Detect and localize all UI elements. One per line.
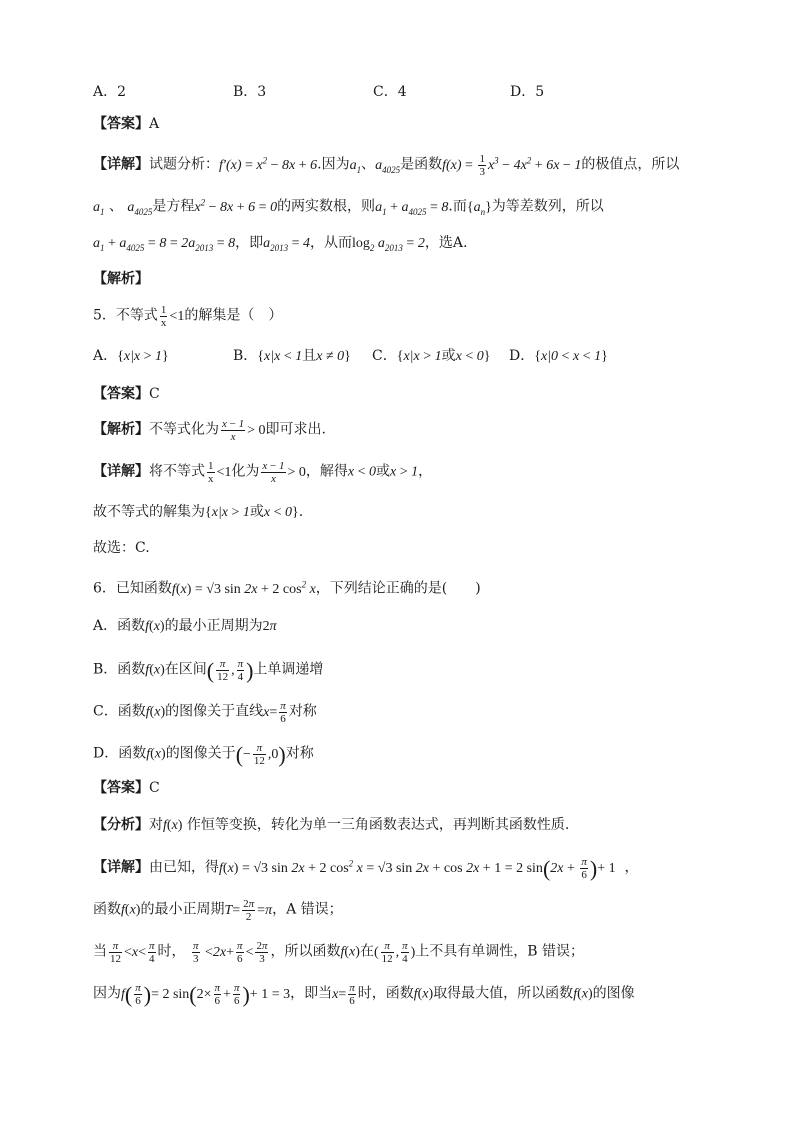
q6-option-a xyxy=(93,616,277,637)
text: 因为 xyxy=(93,985,121,1002)
formula: $\frac{x - 1}{x}$ > 0 xyxy=(262,460,306,485)
q4-option-c: C．4 xyxy=(373,84,407,100)
formula: f(x) xyxy=(573,986,593,1002)
q4-option-d: D．5 xyxy=(510,84,545,100)
q6-detail xyxy=(93,853,639,881)
text: B．函数 xyxy=(93,661,146,678)
analysis-tag: 【解析】 xyxy=(93,421,149,438)
text: ， xyxy=(624,859,639,876)
formula: f(x) xyxy=(163,818,183,833)
text: ，所以函数 xyxy=(270,943,341,960)
text: 或 xyxy=(376,463,391,480)
formula: x ≠ 0} xyxy=(316,349,351,364)
q5-option-c xyxy=(372,346,509,367)
formula: f(x) xyxy=(413,986,434,1002)
q5-choose: 故选：C. xyxy=(93,540,150,556)
formula: x < 0} xyxy=(263,505,299,520)
answer-tag: 【答案】 xyxy=(93,386,149,402)
text: A．函数 xyxy=(93,618,146,634)
formula: $\log_2 a_{2013} = 2$ xyxy=(352,236,425,253)
text: 将不等式 xyxy=(149,463,205,480)
formula: $a_1 + a_{4025} = 8 = 2a_{2013} = 8$ xyxy=(93,236,236,253)
text: A． xyxy=(93,348,118,364)
text: ，即当 xyxy=(290,985,333,1002)
analysis-tag: 【分析】 xyxy=(93,817,149,833)
q5-option-a xyxy=(93,346,233,367)
text: 是方程 xyxy=(152,198,195,215)
q5-conclusion xyxy=(93,502,303,523)
q6-period xyxy=(93,898,343,923)
text: 对 xyxy=(149,817,163,833)
formula: x= $\frac{\pi}{6}$ xyxy=(332,982,355,1007)
text: 不等式化为 xyxy=(149,421,219,438)
formula: {x|x > 1} xyxy=(117,349,169,364)
q4-detail-line-2: $a_1$ 、 $a_{4025}$是方程$x^2 - 8x + 6 = 0$的两实数根，则$a_1 + a_{4025} = 8$.而$\{a_n\}$为等差数列，所以 xyxy=(93,197,604,217)
formula: ( $\frac{\pi}{12}$ , $\frac{\pi}{4}$ ) xyxy=(206,657,254,683)
formula: $a_{4025}$ xyxy=(375,157,401,175)
formula: f(x) xyxy=(121,902,141,918)
q6-when xyxy=(93,940,584,965)
detail-tag: 【详解】 xyxy=(93,859,149,876)
formula: $a_1$ xyxy=(93,199,105,217)
formula: T= $\frac{2\pi}{2}$ =π xyxy=(224,898,273,923)
q4-option-a: A．2 xyxy=(93,84,127,100)
text: 是函数 xyxy=(400,156,443,173)
text: 故不等式的解集为 xyxy=(93,504,205,520)
text: ，从而 xyxy=(310,235,353,251)
q6-analysis xyxy=(93,815,569,836)
formula: f( $\frac{\pi}{6}$ )= 2 sin(2× $\frac{\pi}{6}$ + $\frac{\pi}{6}$ )+ 1 = 3 xyxy=(121,981,291,1007)
q4-detail-line-1: 【详解】试题分析：$f'(x) = x^2 - 8x + 6$.因为$a_1$、$a_{4025}$是函数f(x) = $\frac{1}{3}$ $x^3 - 4x^2 + 6x - 1$的极值点，所以 xyxy=(93,152,680,178)
text: 化为 xyxy=(231,463,260,480)
answer-tag: 【答案】 xyxy=(93,780,149,796)
formula: {x|x > 1 xyxy=(396,349,442,364)
answer-value: A xyxy=(149,116,160,132)
text: 或 xyxy=(441,348,456,364)
formula: $f'(x) = x^2 - 8x + 6$ xyxy=(219,155,318,173)
formula: x < 0 xyxy=(347,464,377,480)
formula: $\frac{\pi}{3}$ <2x+ $\frac{\pi}{6}$ < $\frac{2\pi}{3}$ xyxy=(193,940,268,965)
text: ，解得 xyxy=(305,463,348,480)
text: B． xyxy=(233,348,258,364)
q4-options xyxy=(93,82,544,102)
text: 而 xyxy=(452,198,467,215)
formula: f(x) xyxy=(145,704,166,720)
formula: {x|x > 1 xyxy=(205,505,250,520)
text: ，即 xyxy=(235,235,264,251)
text: 5．不等式 xyxy=(93,307,158,324)
text: 的解集是（ ） xyxy=(184,307,283,324)
q4-analysis-tag: 【解析】 xyxy=(93,271,149,287)
formula: $a_1 + a_{4025} = 8$ xyxy=(375,199,449,217)
text: 的图像关于直线 xyxy=(165,703,264,720)
answer-value: C xyxy=(149,386,160,402)
text: 在区间 xyxy=(164,661,207,678)
q5-detail xyxy=(93,460,432,485)
text: 当 xyxy=(93,943,107,960)
text: ，下列结论正确的是( ) xyxy=(315,580,481,597)
text: 即可求出. xyxy=(265,421,326,438)
text: 对称 xyxy=(285,745,314,762)
text: 的最小正周期为 xyxy=(164,618,263,634)
text: 对称 xyxy=(288,703,317,720)
q4-detail-line-3 xyxy=(93,233,467,258)
formula: f(x) = $\frac{1}{3}$ $x^3 - 4x^2 + 6x - 1$ xyxy=(442,152,582,178)
text: 作恒等变换，转化为单一三角函数表达式，再判断其函数性质. xyxy=(186,817,570,833)
text: 或 xyxy=(249,504,264,520)
formula: f(x) xyxy=(145,662,165,678)
formula: $\frac{1}{x}$ <1 xyxy=(160,304,185,329)
q6-stem xyxy=(93,574,481,600)
formula: f(x) xyxy=(340,944,360,960)
text: ， xyxy=(418,463,433,480)
q5-analysis xyxy=(93,418,326,443)
formula: f(x) = √3 sin 2x + 2 $\cos^2 x$ xyxy=(171,579,316,597)
q5-options xyxy=(93,346,608,367)
q4-option-b: B．3 xyxy=(233,84,267,100)
formula: {x|0 < x < 1} xyxy=(534,349,608,364)
text: 上不具有单调性，B 错误； xyxy=(415,943,585,960)
text: 时，函数 xyxy=(357,985,414,1002)
formula: $\frac{1}{x}$ <1 xyxy=(208,460,232,485)
q6-because xyxy=(93,982,635,1007)
answer-tag: 【答案】 xyxy=(93,116,149,132)
formula: (− $\frac{\pi}{12}$ ,0) xyxy=(235,741,286,767)
answer-value: C xyxy=(149,780,160,796)
text: ，选A. xyxy=(424,235,468,251)
q5-option-d xyxy=(509,348,608,364)
text: 的最小正周期 xyxy=(140,901,225,918)
formula: 2π xyxy=(262,619,277,634)
q6-option-c xyxy=(93,700,317,725)
text: 的图像关于 xyxy=(165,745,236,762)
formula: $\{a_n\}$ xyxy=(466,199,492,217)
q6-option-d xyxy=(93,742,314,767)
formula: $a_{2013} = 4$ xyxy=(263,236,311,253)
text: C．函数 xyxy=(93,703,146,720)
text: 6．已知函数 xyxy=(93,580,172,597)
formula: f(x) xyxy=(145,619,165,634)
formula: $a_1$ xyxy=(349,157,362,175)
q5-option-b xyxy=(233,346,372,367)
formula: $\frac{x - 1}{x}$ > 0 xyxy=(222,418,266,443)
text: 时， xyxy=(157,943,186,960)
text: 的极值点，所以 xyxy=(581,156,680,173)
text: . xyxy=(298,504,304,520)
formula: f(x) xyxy=(146,746,166,762)
q6-option-b xyxy=(93,658,323,683)
text: 试题分析： xyxy=(149,156,219,173)
text: 函数 xyxy=(93,901,121,918)
text: 上单调递增 xyxy=(253,661,324,678)
formula: {x|x < 1 xyxy=(257,349,303,364)
text: D．函数 xyxy=(93,745,147,762)
formula: $x^2 - 8x + 6 = 0$ xyxy=(194,197,278,215)
text: 因为 xyxy=(321,156,350,173)
text: 且 xyxy=(302,348,317,364)
formula: $a_{4025}$ xyxy=(127,199,153,217)
formula: x= $\frac{\pi}{6}$ xyxy=(263,700,286,725)
q6-answer xyxy=(93,778,160,798)
q5-stem xyxy=(93,304,282,329)
formula: $\frac{\pi}{12}$ <x< $\frac{\pi}{4}$ xyxy=(110,940,155,965)
text: 的两实数根，则 xyxy=(277,198,376,215)
detail-tag: 【详解】 xyxy=(93,463,149,480)
q4-answer xyxy=(93,114,159,134)
text: 的图像 xyxy=(592,985,635,1002)
text: D． xyxy=(509,348,535,364)
text: 由已知，得 xyxy=(149,859,219,876)
text: ，A 错误； xyxy=(272,901,343,918)
detail-tag: 【详解】 xyxy=(93,156,149,173)
formula: f(x) = √3 sin 2x + 2 $\cos^2 x = √3$ sin 2x + cos 2x + 1 = 2 sin(2x + $\frac{\pi}{6}$ )+ 1 xyxy=(219,855,616,881)
text: 为等差数列，所以 xyxy=(491,198,604,215)
text: C． xyxy=(372,348,397,364)
formula: ( $\frac{\pi}{12}$ , $\frac{\pi}{4}$ ) xyxy=(373,940,416,965)
formula: x < 0} xyxy=(455,349,491,364)
text: 取得最大值，所以函数 xyxy=(433,985,574,1002)
q5-answer xyxy=(93,384,160,404)
text: 在 xyxy=(359,943,374,960)
formula: x > 1 xyxy=(390,464,419,480)
